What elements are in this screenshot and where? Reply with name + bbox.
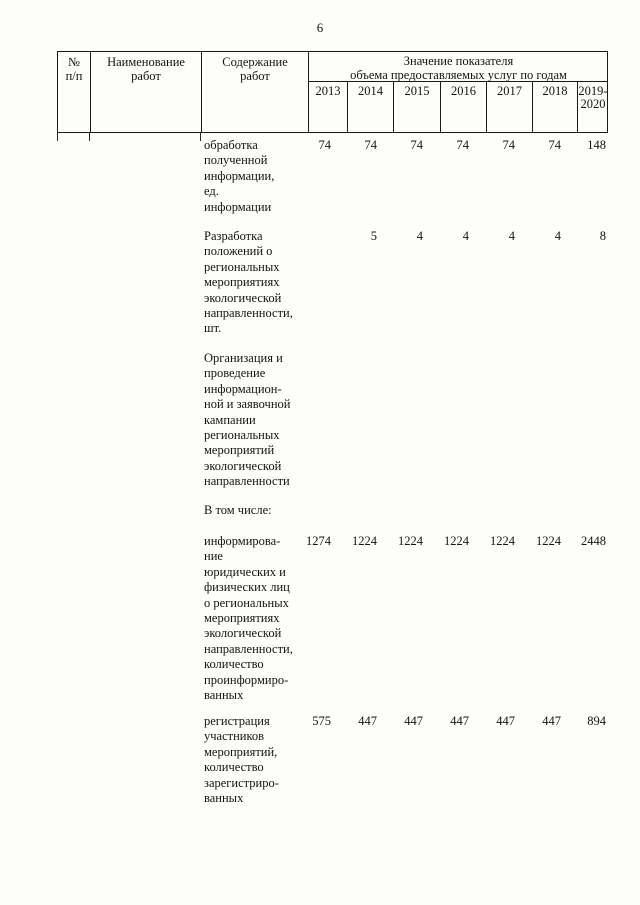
row-description-line: ванных	[204, 688, 244, 703]
row-description-line: обработка	[204, 138, 258, 152]
row-description-line: зарегистриро-	[204, 775, 279, 790]
row-value: 5	[370, 229, 377, 243]
header-year-2017: 2017	[497, 84, 522, 98]
row-description	[204, 138, 304, 215]
row-description-line: количество	[204, 657, 264, 672]
row-description-line: регистрация	[204, 714, 270, 728]
row-value: 447	[450, 714, 469, 728]
header-year-2019-2020: 2019- 2020	[578, 84, 608, 111]
row-description-line: полученной	[204, 153, 268, 168]
row-value: 148	[587, 138, 606, 152]
row-value: 447	[542, 714, 561, 728]
row-description-line: информацион-	[204, 381, 282, 396]
header-year-2015: 2015	[404, 84, 430, 98]
row-description-line: В том числе:	[204, 503, 272, 517]
row-value: 1224	[444, 534, 469, 548]
row-description-line: проведение	[204, 366, 266, 381]
row-description-line: юридических и	[204, 564, 286, 579]
table-header	[57, 51, 608, 133]
row-value: 74	[456, 138, 469, 152]
row-description	[204, 534, 304, 703]
row-description-line: ванных	[204, 791, 244, 806]
row-value: 8	[599, 229, 606, 243]
row-description-line: экологической	[204, 626, 282, 641]
row-description-line: направленности,	[204, 641, 293, 656]
row-description-line: информирова-	[204, 534, 281, 548]
header-year-2013: 2013	[315, 84, 341, 98]
row-description-line: мероприятиях	[204, 611, 280, 626]
row-value: 4	[462, 229, 469, 243]
row-value: 447	[404, 714, 423, 728]
row-value: 4	[554, 229, 561, 243]
row-description-line: направленности,	[204, 306, 293, 321]
row-description	[204, 503, 304, 518]
row-value: 74	[548, 138, 561, 152]
row-description	[204, 714, 304, 806]
row-description-line: региональных	[204, 428, 280, 443]
row-value: 2448	[581, 534, 606, 548]
row-value: 575	[312, 714, 331, 728]
row-description-line: направленности	[204, 474, 290, 489]
row-description-line: экологической	[204, 290, 282, 305]
row-description-line: ние	[204, 549, 223, 564]
row-value: 4	[416, 229, 423, 243]
header-col-number: № п/п	[65, 55, 83, 83]
row-description-line: участников	[204, 729, 265, 744]
row-description-line: мероприятий,	[204, 744, 278, 759]
row-value: 4	[508, 229, 515, 243]
row-value: 1224	[490, 534, 515, 548]
row-description-line: ной и заявочной	[204, 397, 291, 412]
row-description-line: Организация и	[204, 351, 283, 365]
row-value: 894	[587, 714, 606, 728]
row-value: 74	[318, 138, 331, 152]
row-description	[204, 229, 304, 337]
row-description	[204, 351, 304, 490]
row-description-line: Разработка	[204, 229, 263, 243]
row-value: 1274	[306, 534, 331, 548]
header-col-name: Наименование работ	[107, 55, 185, 83]
row-description-line: кампании	[204, 412, 256, 427]
row-description-line: экологической	[204, 458, 282, 473]
header-col-value: Значение показателя объема предоставляемых услуг по годам	[350, 54, 567, 82]
row-description-line: о региональных	[204, 595, 289, 610]
row-description-line: информации	[204, 199, 272, 214]
row-description-line: ед.	[204, 184, 219, 199]
row-value: 74	[410, 138, 423, 152]
header-year-2014: 2014	[358, 84, 383, 98]
header-col-content: Содержание работ	[222, 55, 288, 83]
page-number: 6	[316, 20, 324, 35]
row-value: 447	[358, 714, 377, 728]
row-description-line: проинформиро-	[204, 672, 289, 687]
row-value: 1224	[536, 534, 561, 548]
row-value: 74	[364, 138, 377, 152]
row-description-line: количество	[204, 760, 264, 775]
row-description-line: физических лиц	[204, 580, 290, 595]
row-description-line: мероприятиях	[204, 275, 280, 290]
row-description-line: мероприятий	[204, 443, 275, 458]
row-value: 1224	[352, 534, 377, 548]
row-value: 1224	[398, 534, 423, 548]
row-value: 447	[496, 714, 515, 728]
header-year-2016: 2016	[451, 84, 476, 98]
row-description-line: информации,	[204, 168, 275, 183]
header-year-2018: 2018	[542, 84, 568, 98]
row-value: 74	[502, 138, 515, 152]
row-description-line: региональных	[204, 259, 280, 274]
row-description-line: шт.	[204, 321, 222, 336]
row-description-line: положений о	[204, 244, 273, 259]
